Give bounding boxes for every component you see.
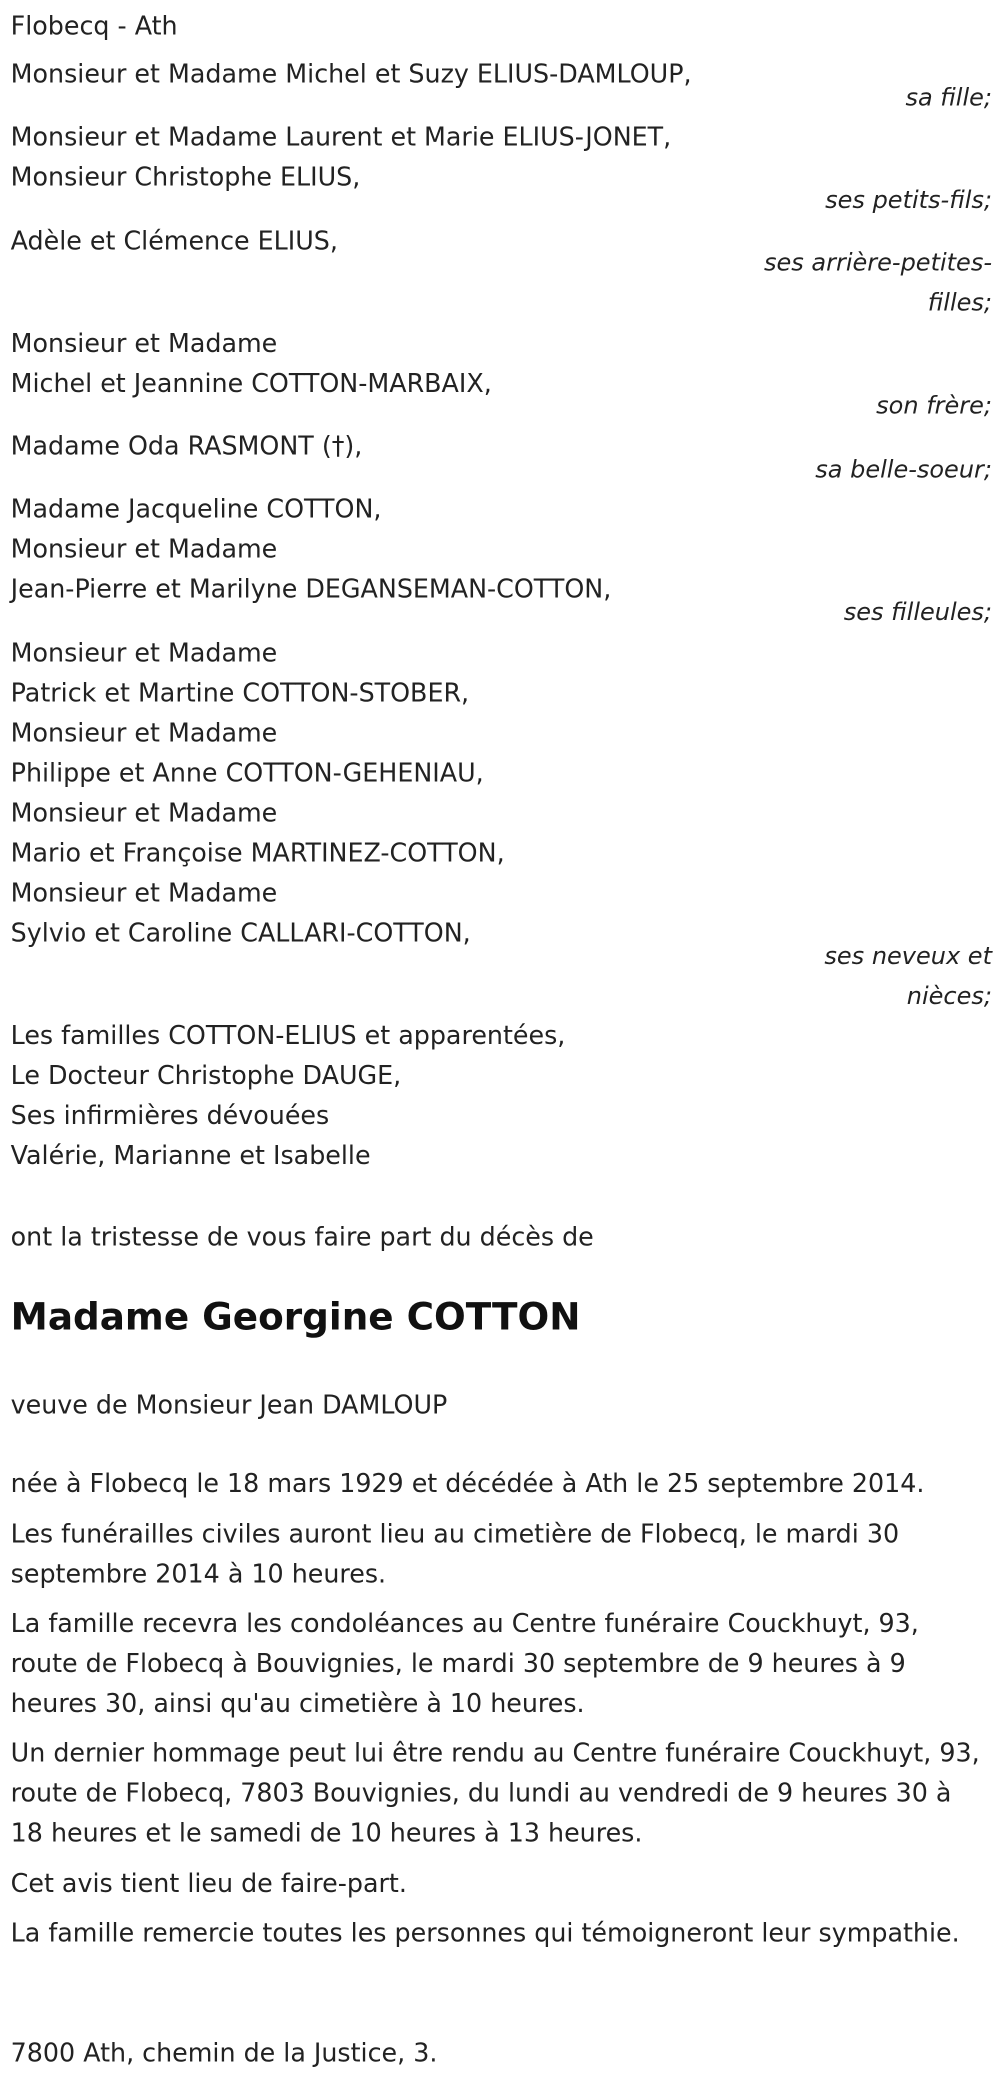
family-member-line: Valérie, Marianne et Isabelle — [10, 1141, 371, 1171]
relation-nephews-nieces — [824, 937, 992, 1017]
widow-of-line: veuve de Monsieur Jean DAMLOUP — [10, 1390, 448, 1420]
condolences-paragraph: La famille recevra les condoléances au Centre funéraire Couckhuyt, 93, route de Flobecq à Bouvignies, le mardi 30 septembre de 9 heures à 9 heures 30, ainsi qu'au cimetière à 10 heures. — [10, 1609, 919, 1719]
relation-line: nièces; — [906, 982, 992, 1011]
widow-of-text — [11, 1385, 992, 1425]
family-group-nephews-nieces — [11, 633, 992, 953]
address-text — [11, 2033, 992, 2073]
notice-paragraph: Cet avis tient lieu de faire-part. — [10, 1869, 407, 1899]
birth-death-paragraph: née à Flobecq le 18 mars 1929 et décédée à Ath le 25 septembre 2014. — [10, 1469, 925, 1499]
family-group-goddaughters — [11, 489, 992, 609]
location-text: Flobecq - Ath — [10, 11, 178, 42]
relation-great-granddaughters — [764, 244, 992, 324]
family-member-line: Madame Jacqueline COTTON, — [10, 494, 382, 524]
family-group-others — [11, 1016, 992, 1176]
funeral-paragraph: Les funérailles civiles auront lieu au cimetière de Flobecq, le mardi 30 septembre 2014 à 10 heures. — [10, 1519, 900, 1590]
family-member-line: Michel et Jeannine COTTON-MARBAIX, — [10, 369, 492, 399]
family-member-line: Jean-Pierre et Marilyne DEGANSEMAN-COTTON, — [10, 574, 612, 604]
address-line: 7800 Ath, chemin de la Justice, 3. — [10, 2038, 438, 2068]
relation-grandsons: ses petits-fils; — [825, 186, 992, 215]
relation-brother: son frère; — [876, 391, 992, 420]
family-member-line: Madame Oda RASMONT (†), — [10, 431, 363, 462]
relation-sister-in-law: sa belle-soeur; — [815, 455, 992, 484]
family-member-line: Ses infirmières dévouées — [10, 1101, 330, 1131]
relation-line: filles; — [927, 289, 992, 318]
family-member-line: Adèle et Clémence ELIUS, — [10, 226, 338, 256]
family-member-line: Monsieur et Madame — [10, 329, 278, 359]
family-group-daughter — [11, 55, 992, 95]
family-member-line: Monsieur et Madame — [10, 638, 278, 668]
family-member-line: Monsieur Christophe ELIUS, — [10, 162, 361, 192]
family-group-brother — [11, 324, 992, 404]
family-member-line: Sylvio et Caroline CALLARI-COTTON, — [10, 918, 471, 948]
deceased-name: Madame Georgine COTTON — [10, 1294, 581, 1339]
family-member-line: Monsieur et Madame — [10, 718, 278, 748]
family-member-line: Patrick et Martine COTTON-STOBER, — [10, 678, 470, 708]
family-member-line: Monsieur et Madame — [10, 534, 278, 564]
family-member-line: Les familles COTTON-ELIUS et apparentées, — [10, 1021, 566, 1051]
family-member-line: Mario et Françoise MARTINEZ-COTTON, — [10, 838, 505, 868]
family-member-line: Monsieur et Madame Laurent et Marie ELIUS-JONET, — [10, 122, 672, 152]
thanks-paragraph: La famille remercie toutes les personnes qui témoigneront leur sympathie. — [10, 1918, 960, 1948]
location-header — [11, 7, 992, 47]
family-member-line: Monsieur et Madame — [10, 878, 278, 908]
tribute-paragraph: Un dernier hommage peut lui être rendu au Centre funéraire Couckhuyt, 93, route de Flobecq, 7803 Bouvignies, du lundi au vendredi de 9 heures 30 à 18 heures et le samedi de 10 heures à 13 heures. — [10, 1738, 980, 1848]
relation-daughter: sa fille; — [905, 83, 992, 112]
relation-line: ses arrière-petites- — [763, 249, 992, 278]
family-member-line: Monsieur et Madame Michel et Suzy ELIUS-DAMLOUP, — [10, 59, 692, 90]
relation-goddaughters: ses filleules; — [843, 598, 992, 627]
family-member-line: Monsieur et Madame — [10, 798, 278, 828]
family-member-line: Le Docteur Christophe DAUGE, — [10, 1061, 402, 1091]
relation-line: ses neveux et — [824, 942, 992, 971]
family-member-line: Philippe et Anne COTTON-GEHENIAU, — [10, 758, 484, 788]
announcement-line: ont la tristesse de vous faire part du décès de — [10, 1222, 594, 1252]
announcement-text — [11, 1217, 992, 1257]
